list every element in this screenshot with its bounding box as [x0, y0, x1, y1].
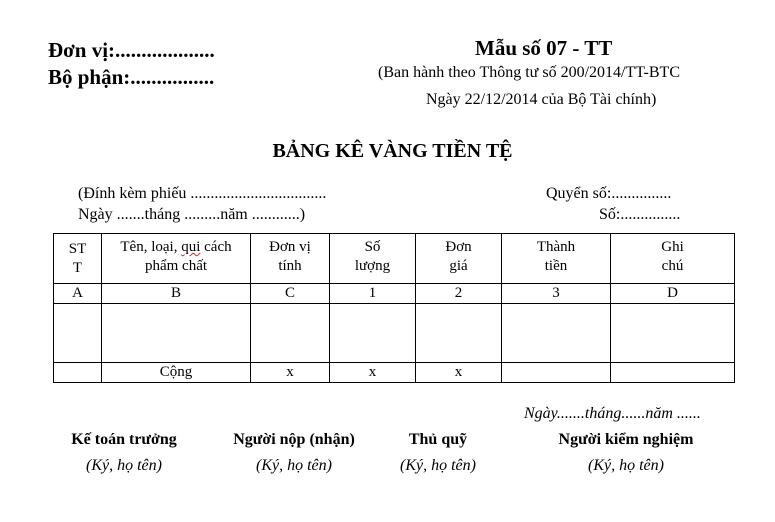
header-quantity [330, 234, 416, 284]
header-line: lượng [354, 258, 391, 274]
header-amount [502, 234, 611, 284]
column-code-row [54, 284, 735, 304]
header-line: tính [278, 258, 302, 274]
table-cell[interactable] [54, 304, 102, 363]
header-line: Đơn vị [269, 239, 311, 255]
header-line: Tên, loại, qui cách [120, 239, 232, 255]
header-unit [251, 234, 330, 284]
table-cell[interactable] [611, 363, 735, 383]
book-number-field: Quyển số:............... [546, 185, 672, 202]
header-line: Số [364, 239, 381, 255]
table-cell[interactable] [416, 304, 502, 363]
table-cell[interactable] [251, 304, 330, 363]
signature-note: (Ký, họ tên) [400, 457, 476, 474]
unit-field: Đơn vị:................... [48, 38, 215, 62]
gold-currency-table [53, 233, 735, 383]
attachment-field: (Đính kèm phiếu .................................. [78, 185, 327, 202]
signature-chief-accountant [44, 430, 204, 476]
signature-inspector [528, 430, 724, 476]
header-note [611, 234, 735, 284]
table-cell: A [54, 284, 102, 304]
header-line: ST [68, 240, 87, 257]
table-cell: x [251, 363, 330, 383]
table-cell[interactable] [102, 304, 251, 363]
table-cell: C [251, 284, 330, 304]
spellcheck-underline: qui [181, 239, 201, 255]
signature-cashier [378, 430, 498, 476]
signature-title: Người nộp (nhận) [233, 431, 355, 448]
header-line: T [72, 259, 83, 276]
table-cell: 3 [502, 284, 611, 304]
table-cell: 1 [330, 284, 416, 304]
header-line: Ghi [661, 239, 684, 255]
form-code: Mẫu số 07 - TT [475, 36, 613, 60]
document-title: BẢNG KÊ VÀNG TIỀN TỆ [272, 140, 513, 162]
table-cell: D [611, 284, 735, 304]
table-cell [54, 363, 102, 383]
signature-note: (Ký, họ tên) [86, 457, 162, 474]
table-cell: x [330, 363, 416, 383]
header-line: Thành [536, 239, 576, 255]
issued-by-line-1: (Ban hành theo Thông tư số 200/2014/TT-BTC [378, 64, 680, 81]
signature-title: Kế toán trưởng [71, 431, 177, 448]
header-line: Đơn [445, 239, 472, 255]
signature-date: Ngày.......tháng......năm ...... [524, 405, 701, 422]
header-line: tiền [544, 258, 568, 274]
total-amount-cell[interactable] [502, 363, 611, 383]
table-cell: 2 [416, 284, 502, 304]
document-number-field: Số:............... [599, 206, 681, 223]
signature-note: (Ký, họ tên) [256, 457, 332, 474]
signature-title: Thủ quỹ [408, 431, 468, 448]
total-row [54, 363, 735, 383]
table-cell: B [102, 284, 251, 304]
total-label: Cộng [102, 363, 251, 383]
table-cell[interactable] [330, 304, 416, 363]
table-cell: x [416, 363, 502, 383]
header-line: phẩm chất [144, 258, 208, 274]
table-cell[interactable] [502, 304, 611, 363]
signature-payer-receiver [214, 430, 374, 476]
signature-title: Người kiểm nghiệm [558, 431, 694, 448]
date-field: Ngày .......tháng .........năm ............) [78, 206, 306, 223]
table-cell[interactable] [611, 304, 735, 363]
table-row [54, 304, 735, 363]
header-name-spec [102, 234, 251, 284]
header-line: chú [661, 258, 684, 274]
issued-by-line-2: Ngày 22/12/2014 của Bộ Tài chính) [426, 91, 657, 108]
signature-note: (Ký, họ tên) [588, 457, 664, 474]
header-stt [54, 234, 102, 284]
department-field: Bộ phận:................ [48, 65, 215, 89]
table-header-row [54, 234, 735, 284]
header-unit-price [416, 234, 502, 284]
header-line: giá [449, 258, 468, 274]
